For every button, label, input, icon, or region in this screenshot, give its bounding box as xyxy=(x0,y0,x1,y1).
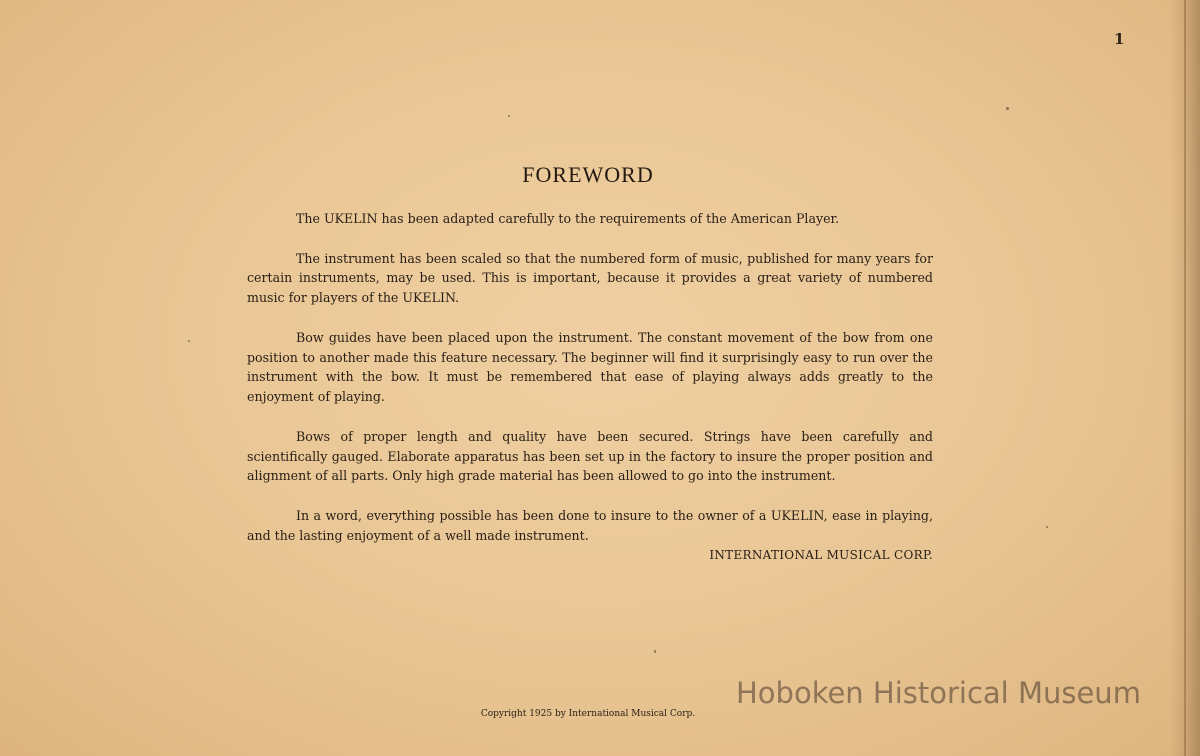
paragraph-2: The instrument has been scaled so that the numbered form of music, published for many years for certain instruments, may be used. This is important, because it provides a great variety of numbered music for players of the UKELIN. xyxy=(247,250,933,306)
paragraph-4: Bows of proper length and quality have been secured. Strings have been carefully and scientifically gauged. Elaborate apparatus has been set up in the factory to insure the proper position and alignment of all parts. Only high grade material has been allowed to go into the instrument. xyxy=(247,428,933,484)
copyright-notice: Copyright 1925 by International Musical Corp. xyxy=(480,709,696,719)
paper-speck xyxy=(1046,526,1048,528)
paper-speck xyxy=(508,115,510,117)
paragraph-5: In a word, everything possible has been done to insure to the owner of a UKELIN, ease in playing, and the lasting enjoyment of a well made instrument. xyxy=(247,507,933,543)
paragraph-1: The UKELIN has been adapted carefully to the requirements of the American Player. xyxy=(296,211,840,226)
page-title: FOREWORD xyxy=(522,162,654,187)
foreword-body xyxy=(247,209,933,565)
signature: INTERNATIONAL MUSICAL CORP. xyxy=(709,547,933,562)
paper-speck xyxy=(188,340,190,342)
page-number: 1 xyxy=(1114,30,1125,48)
paragraph-3: Bow guides have been placed upon the instrument. The constant movement of the bow from one position to another made this feature necessary. The beginner will find it surprisingly easy to run over the instrument with the bow. It must be remembered that ease of playing always adds greatly to the enjoyment of playing. xyxy=(247,329,933,405)
page-edge-line xyxy=(1184,0,1186,756)
museum-watermark: Hoboken Historical Museum xyxy=(736,676,1141,710)
paper-speck xyxy=(654,650,656,653)
paper-speck xyxy=(1006,107,1009,110)
